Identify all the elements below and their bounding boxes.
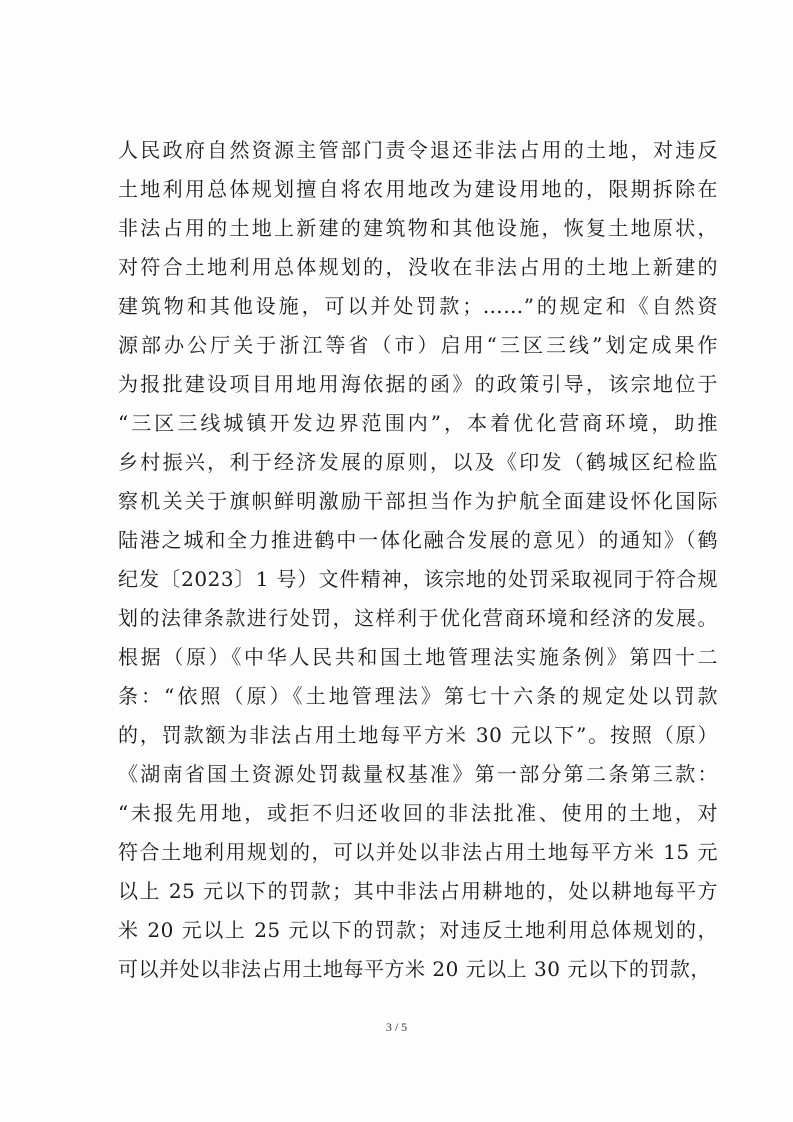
text-line: 人民政府自然资源主管部门责令退还非法占用的土地，对违反 [118,138,718,162]
text-line: 以上 25 元以下的罚款；其中非法占用耕地的，处以耕地每平方 [118,879,718,903]
text-line: 的，罚款额为非法占用土地每平方米 30 元以下”。按照（原） [118,723,718,747]
text-line: 察机关关于旗帜鲜明激励干部担当作为护航全面建设怀化国际 [118,489,718,513]
text-line: 为报批建设项目用地用海依据的函》的政策引导，该宗地位于 [118,372,718,396]
text-line: 对符合土地利用总体规划的，没收在非法占用的土地上新建的 [118,255,718,279]
text-line: 根据（原）《中华人民共和国土地管理法实施条例》第四十二 [118,645,718,669]
text-line: 米 20 元以上 25 元以下的罚款；对违反土地利用总体规划的， [118,918,718,942]
text-line: 条：“依照（原）《土地管理法》第七十六条的规定处以罚款 [118,684,718,708]
text-line: 土地利用总体规划擅自将农用地改为建设用地的，限期拆除在 [118,177,718,201]
page-number: 3 / 5 [385,1020,408,1034]
text-line: 《湖南省国土资源处罚裁量权基准》第一部分第二条第三款： [118,762,718,786]
text-line: 可以并处以非法占用土地每平方米 20 元以上 30 元以下的罚款， [118,957,711,981]
text-line: “未报先用地，或拒不归还收回的非法批准、使用的土地，对 [118,801,718,825]
text-line: 非法占用的土地上新建的建筑物和其他设施，恢复土地原状， [118,216,718,240]
text-line: 源部办公厅关于浙江等省（市）启用“三区三线”划定成果作 [118,333,718,357]
text-line: 划的法律条款进行处罚，这样利于优化营商环境和经济的发展。 [118,606,718,630]
text-line: 符合土地利用规划的，可以并处以非法占用土地每平方米 15 元 [118,840,718,864]
text-line: “三区三线城镇开发边界范围内”，本着优化营商环境，助推 [118,411,718,435]
text-line: 纪发〔2023〕1 号）文件精神，该宗地的处罚采取视同于符合规 [118,567,718,591]
body-text [118,131,718,989]
text-line: 陆港之城和全力推进鹤中一体化融合发展的意见）的通知》（鹤 [118,528,718,552]
text-line: 建筑物和其他设施，可以并处罚款；……”的规定和《自然资 [118,294,718,318]
text-line: 乡村振兴，利于经济发展的原则，以及《印发（鹤城区纪检监 [118,450,718,474]
